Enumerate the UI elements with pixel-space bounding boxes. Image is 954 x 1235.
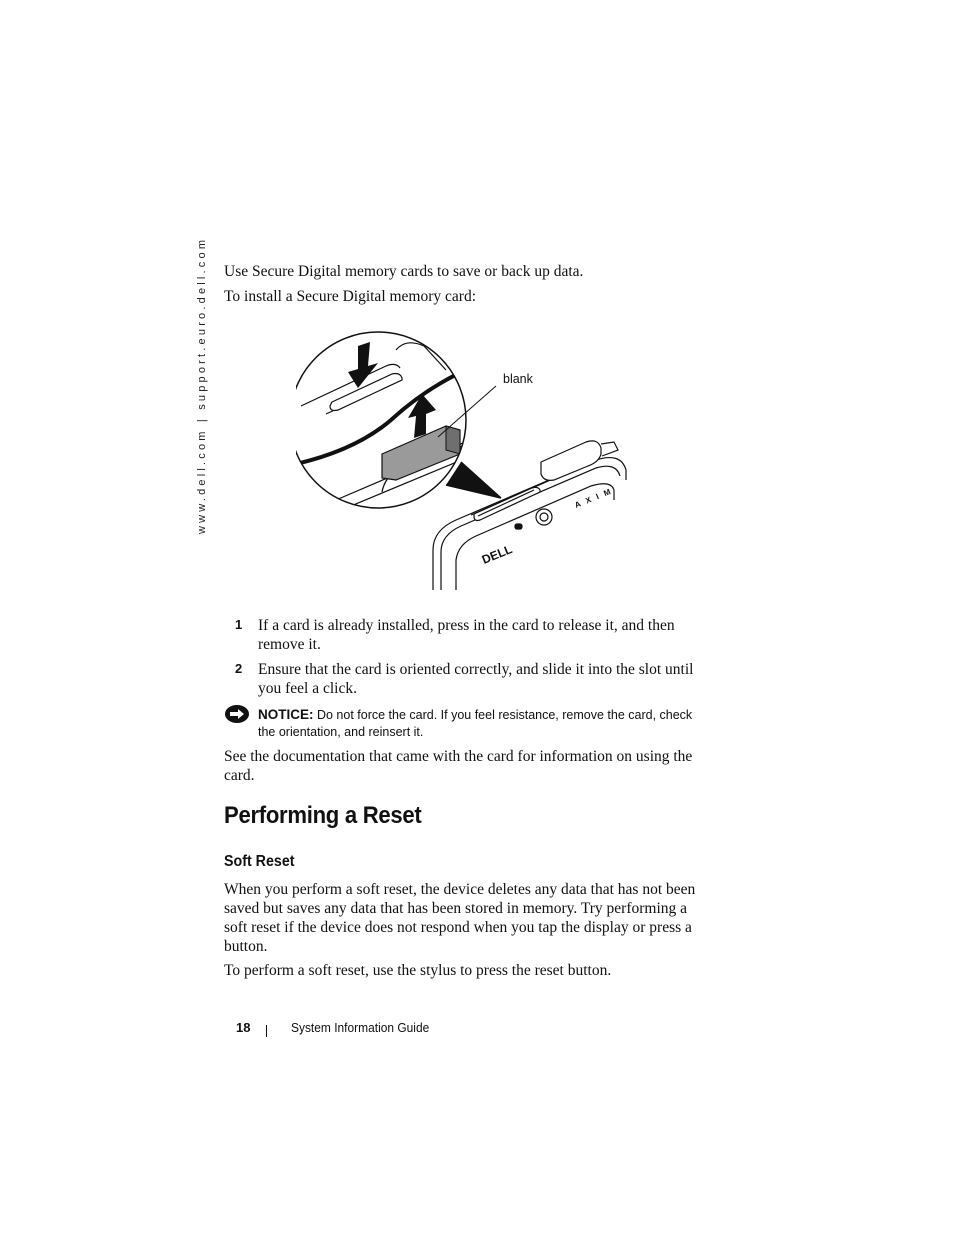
figure-callout-label: blank bbox=[503, 372, 533, 386]
footer-divider bbox=[266, 1025, 267, 1037]
step-number: 2 bbox=[235, 661, 243, 676]
intro-line-1: Use Secure Digital memory cards to save or back up data. bbox=[224, 263, 584, 280]
soft-reset-instruction: To perform a soft reset, use the stylus to press the reset button. bbox=[224, 962, 612, 979]
subsection-title: Soft Reset bbox=[224, 853, 295, 870]
axim-logo: AXIM bbox=[573, 485, 618, 510]
step-text: If a card is already installed, press in the card to release it, and then remove it. bbox=[258, 617, 675, 653]
page-number: 18 bbox=[236, 1020, 251, 1035]
notice-label: NOTICE: bbox=[258, 707, 314, 722]
dell-logo: DELL bbox=[479, 542, 515, 567]
section-title: Performing a Reset bbox=[224, 802, 422, 829]
card-documentation-note: See the documentation that came with the card for information on using the card. bbox=[224, 748, 693, 784]
side-url-text: www.dell.com | support.euro.dell.com bbox=[196, 236, 208, 534]
intro-line-2: To install a Secure Digital memory card: bbox=[224, 288, 477, 305]
notice-icon bbox=[224, 704, 250, 724]
step-number: 1 bbox=[235, 617, 243, 632]
step-text: Ensure that the card is oriented correctly, and slide it into the slot until you feel a click. bbox=[258, 661, 694, 697]
sd-card-illustration bbox=[296, 330, 636, 592]
soft-reset-description: When you perform a soft reset, the device deletes any data that has not been saved but saves any data that has been stored in memory. Try performing a soft reset if the device does not respond when you tap the display or press a button. bbox=[224, 881, 696, 955]
guide-title: System Information Guide bbox=[291, 1020, 430, 1035]
notice-text: Do not force the card. If you feel resistance, remove the card, check the orientation, and reinsert it. bbox=[258, 708, 693, 739]
